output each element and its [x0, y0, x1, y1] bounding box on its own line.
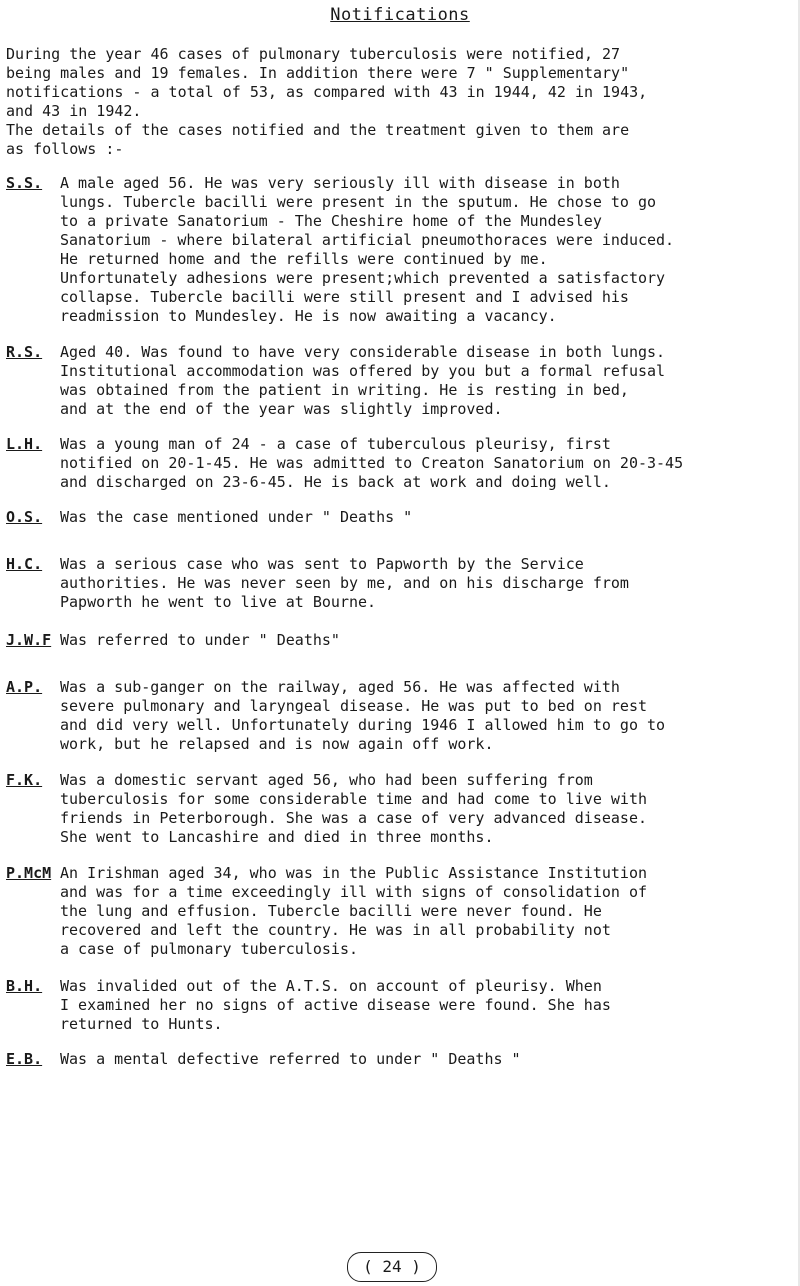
case-text-line: An Irishman aged 34, who was in the Public Assistance Institution — [60, 864, 647, 882]
case-text-line: Was invalided out of the A.T.S. on account of pleurisy. When — [60, 977, 602, 995]
case-text-line: Was a young man of 24 - a case of tuberculous pleurisy, first — [60, 435, 611, 453]
intro-line: being males and 19 females. In addition there were 7 " Supplementary" — [6, 64, 630, 82]
case-text-line: Was a mental defective referred to under " Deaths " — [60, 1050, 521, 1068]
case-text-line: severe pulmonary and laryngeal disease. He was put to bed on rest — [60, 697, 647, 715]
case-initials: S.S. — [6, 174, 43, 192]
case-text-line: work, but he relapsed and is now again off work. — [60, 735, 494, 753]
case-initials: A.P. — [6, 678, 43, 696]
case-text-line: a case of pulmonary tuberculosis. — [60, 940, 359, 958]
case-text-line: lungs. Tubercle bacilli were present in the sputum. He chose to go — [60, 193, 657, 211]
case-text-line: and was for a time exceedingly ill with signs of consolidation of — [60, 883, 647, 901]
case-text-line: and discharged on 23-6-45. He is back at work and doing well. — [60, 473, 611, 491]
page-title: Notifications — [330, 5, 470, 25]
case-text-line: A male aged 56. He was very seriously ill with disease in both — [60, 174, 620, 192]
case-text-line: returned to Hunts. — [60, 1015, 223, 1033]
case-text-line: Institutional accommodation was offered by you but a formal refusal — [60, 362, 666, 380]
case-text-line: Sanatorium - where bilateral artificial pneumothoraces were induced. — [60, 231, 675, 249]
case-text-line: authorities. He was never seen by me, and on his discharge from — [60, 574, 629, 592]
case-text-line: recovered and left the country. He was in all probability not — [60, 921, 611, 939]
case-text-line: friends in Peterborough. She was a case of very advanced disease. — [60, 809, 647, 827]
case-initials: L.H. — [6, 435, 43, 453]
case-text-line: the lung and effusion. Tubercle bacilli were never found. He — [60, 902, 602, 920]
intro-line: as follows :- — [6, 140, 124, 158]
case-text-line: Was the case mentioned under " Deaths " — [60, 508, 413, 526]
case-text-line: Was referred to under " Deaths" — [60, 631, 340, 649]
case-text-line: readmission to Mundesley. He is now awaiting a vacancy. — [60, 307, 557, 325]
case-text-line: and did very well. Unfortunately during 1946 I allowed him to go to — [60, 716, 666, 734]
page-number: ( 24 ) — [347, 1252, 437, 1282]
case-initials: H.C. — [6, 555, 43, 573]
case-text-line: notified on 20-1-45. He was admitted to Creaton Sanatorium on 20-3-45 — [60, 454, 684, 472]
case-text-line: Aged 40. Was found to have very considerable disease in both lungs. — [60, 343, 666, 361]
intro-line: During the year 46 cases of pulmonary tuberculosis were notified, 27 — [6, 45, 621, 63]
case-text-line: I examined her no signs of active disease were found. She has — [60, 996, 611, 1014]
case-text-line: to a private Sanatorium - The Cheshire home of the Mundesley — [60, 212, 602, 230]
case-text-line: She went to Lancashire and died in three months. — [60, 828, 494, 846]
case-text-line: Unfortunately adhesions were present;which prevented a satisfactory — [60, 269, 666, 287]
case-text-line: tuberculosis for some considerable time and had come to live with — [60, 790, 647, 808]
case-initials: B.H. — [6, 977, 43, 995]
intro-line: notifications - a total of 53, as compared with 43 in 1944, 42 in 1943, — [6, 83, 648, 101]
case-text-line: Was a serious case who was sent to Papworth by the Service — [60, 555, 584, 573]
case-initials: F.K. — [6, 771, 43, 789]
case-text-line: Was a sub-ganger on the railway, aged 56. He was affected with — [60, 678, 620, 696]
case-initials: J.W.F — [6, 631, 52, 649]
case-text-line: Was a domestic servant aged 56, who had been suffering from — [60, 771, 593, 789]
case-text-line: collapse. Tubercle bacilli were still present and I advised his — [60, 288, 629, 306]
case-text-line: Papworth he went to live at Bourne. — [60, 593, 377, 611]
case-text-line: and at the end of the year was slightly improved. — [60, 400, 503, 418]
case-text-line: was obtained from the patient in writing. He is resting in bed, — [60, 381, 629, 399]
case-initials: E.B. — [6, 1050, 43, 1068]
intro-line: The details of the cases notified and the treatment given to them are — [6, 121, 630, 139]
case-text-line: He returned home and the refills were continued by me. — [60, 250, 548, 268]
case-initials: R.S. — [6, 343, 43, 361]
case-initials: O.S. — [6, 508, 43, 526]
case-initials: P.McM — [6, 864, 52, 882]
intro-line: and 43 in 1942. — [6, 102, 142, 120]
